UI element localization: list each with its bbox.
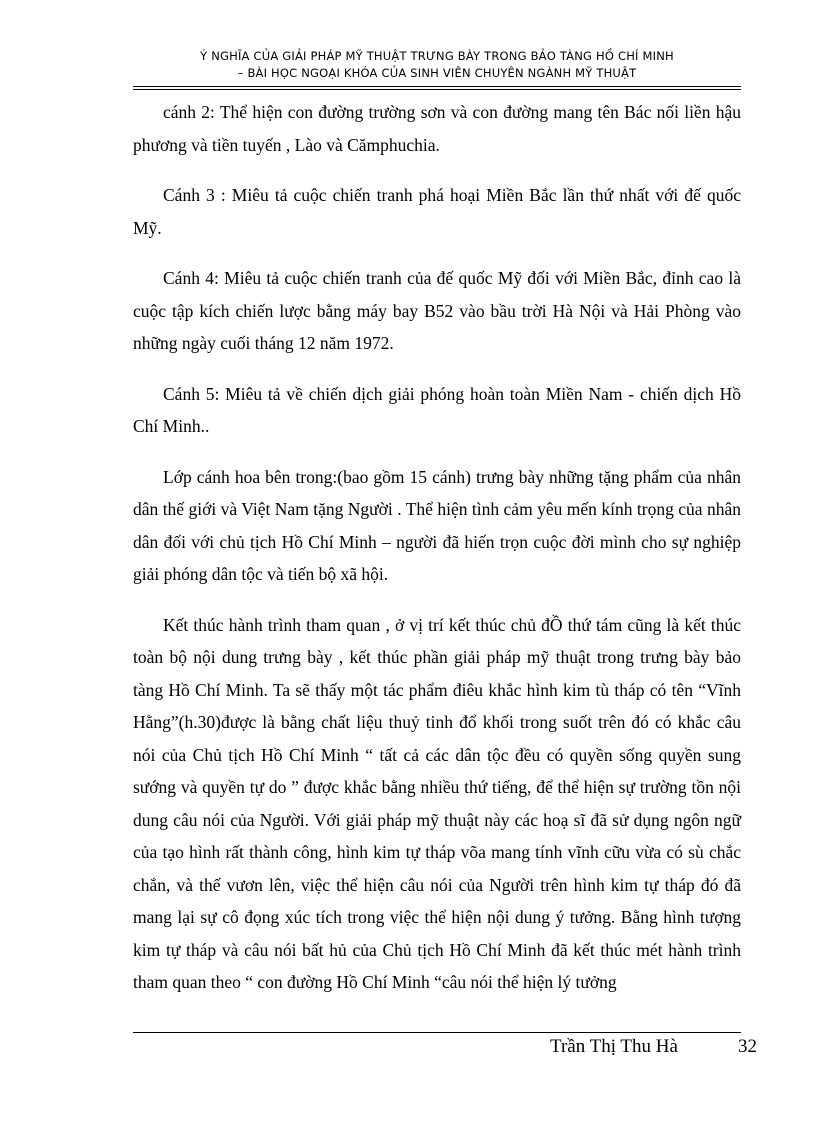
header-rule-thick <box>133 86 741 87</box>
paragraph-canh-5: Cánh 5: Miêu tả về chiến dịch giải phóng hoàn toàn Miền Nam - chiến dịch Hồ Chí Minh.. <box>133 383 741 436</box>
body-text <box>133 96 741 999</box>
header-line-1: Ý NGHĨA CỦA GIẢI PHÁP MỸ THUẬT TRƯNG BÀY TRONG BẢO TÀNG HỒ CHÍ MINH <box>200 49 674 63</box>
header-rule-thin <box>133 89 741 90</box>
footer-author: Trần Thị Thu Hà <box>550 1036 678 1057</box>
paragraph-canh-3: Cánh 3 : Miêu tả cuộc chiến tranh phá hoại Miền Bắc lần thứ nhất với đế quốc Mỹ. <box>133 185 741 238</box>
paragraph-conclusion: Kết thúc hành trình tham quan , ở vị trí kết thúc chủ đỒ thứ tám cũng là kết thúc toàn bộ nội dung trưng bày , kết thúc phần giải pháp mỹ thuật trong trưng bày bảo tàng Hồ Chí Minh. Ta sẽ thấy một tác phẩm điêu khắc hình kim tù tháp có tên “Vĩnh Hằng”(h.30)được là bằng chất liệu thuỷ tinh đổ khối trong suốt trên đó có khắc câu nói của Chủ tịch Hồ Chí Minh “ tất cả các dân tộc đều có quyền sống quyền sung sướng và quyền tự do ” được khắc bằng nhiều thứ tiếng, để thể hiện sự trường tồn nội dung câu nói của Người. Với giải pháp mỹ thuật này các hoạ sĩ đã sử dụng ngôn ngữ của tạo hình rất thành công, hình kim tự tháp võa mang tính vĩnh cữu vừa có sù chắc chắn, và thế vươn lên, việc thể hiện câu nói của Người trên hình kim tự tháp đó đã mang lại sự cô đọng xúc tích trong việc thể hiện nội dung ý tưởng. Bằng hình tượng kim tự tháp và câu nói bất hủ của Chủ tịch Hồ Chí Minh đã kết thúc mét hành trình tham quan theo “ con đường Hồ Chí Minh “câu nói thể hiện lý tưởng <box>133 614 741 992</box>
page-number: 32 <box>738 1036 757 1057</box>
paragraph-canh-4: Cánh 4: Miêu tả cuộc chiến tranh của đế quốc Mỹ đối với Miền Bắc, đỉnh cao là cuộc tập kích chiến lược bằng máy bay B52 vào bầu trời Hà Nội và Hải Phòng vào những ngày cuối tháng 12 năm 1972. <box>133 268 741 353</box>
paragraph-canh-2: cánh 2: Thể hiện con đường trường sơn và con đường mang tên Bác nối liền hậu phương và tiền tuyến , Lào và Cămphuchia. <box>133 102 741 155</box>
footer-rule <box>133 1032 741 1033</box>
paragraph-inner-petals: Lớp cánh hoa bên trong:(bao gồm 15 cánh) trưng bày những tặng phẩm của nhân dân thế giới và Việt Nam tặng Người . Thể hiện tình cảm yêu mến kính trọng của nhân dân đối với chủ tịch Hồ Chí Minh – người đã hiến trọn cuộc đời mình cho sự nghiệp giải phóng dân tộc và tiến bộ xã hội. <box>133 466 741 584</box>
running-header <box>133 48 741 82</box>
header-line-2: – BÀI HỌC NGOẠI KHÓA CỦA SINH VIÊN CHUYÊN NGÀNH MỸ THUẬT <box>237 66 637 80</box>
